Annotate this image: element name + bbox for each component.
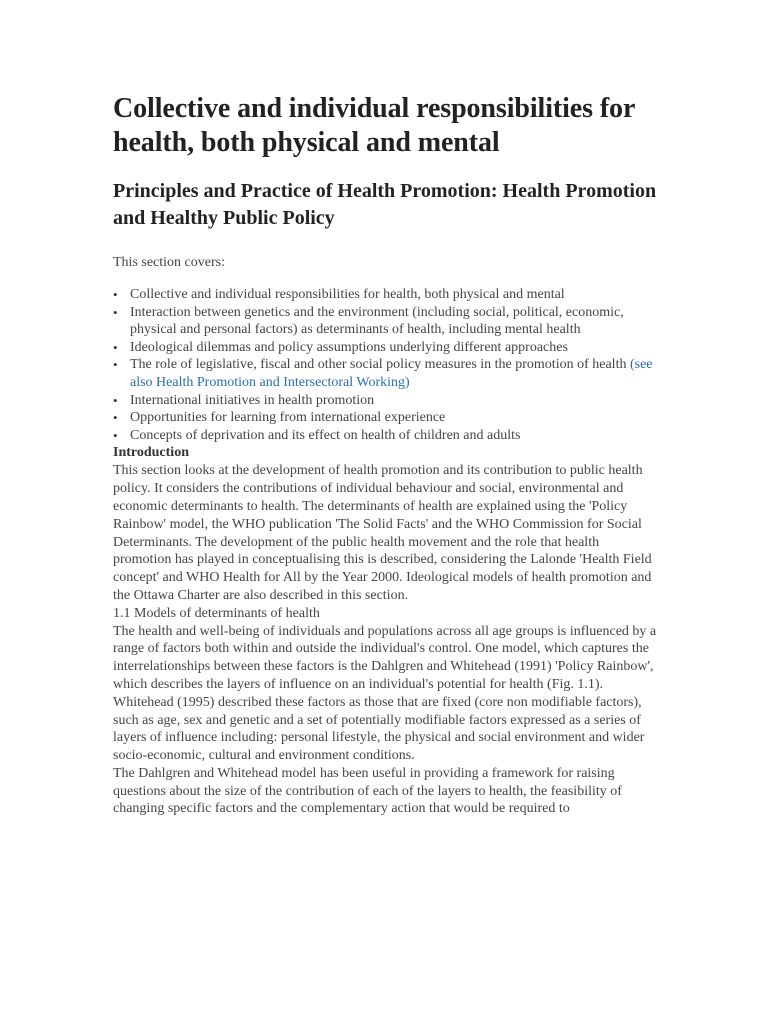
list-item: • Collective and individual responsibilities for health, both physical and mental — [130, 286, 659, 304]
list-item: • Opportunities for learning from international experience — [130, 409, 659, 427]
list-item: • Ideological dilemmas and policy assumptions underlying different approaches — [130, 339, 659, 357]
covers-list — [113, 286, 659, 444]
list-item-text: The role of legislative, fiscal and other social policy measures in the promotion of health — [130, 357, 627, 373]
section-1-1-heading: 1.1 Models of determinants of health — [113, 605, 320, 621]
body-paragraph-1: The health and well-being of individuals and populations across all age groups is influenced by a range of factors both within and outside the individual's control. One model, which captures the interrelationships between these factors is the Dahlgren and Whitehead (1991) 'Policy Rainbow', which describes the layers of influence on an individual's potential for health (Fig. 1.1). Whitehead (1995) described these factors as those that are fixed (core non modifiable factors), such as age, sex and genetic and a set of potentially modifiable factors expressed as a series of layers of influence including: personal lifestyle, the physical and social environment and wider socio-economic, cultural and environment conditions. — [113, 623, 657, 764]
introduction-paragraph: This section looks at the development of health promotion and its contribution to public health policy. It considers the contributions of individual behaviour and social, environmental and economic determinants to health. The determinants of health are explained using the 'Policy Rainbow' model, the WHO publication 'The Solid Facts' and the WHO Commission for Social Determinants. The development of the public health movement and the role that health promotion has played in conceptualising this is described, considering the Lalonde 'Health Field concept' and WHO Health for All by the Year 2000. Ideological models of health promotion and the Ottawa Charter are also described in this section. — [113, 463, 652, 603]
body-paragraph-2: The Dahlgren and Whitehead model has been useful in providing a framework for raising questions about the size of the contribution of each of the layers to health, the feasibility of changing specific factors and the complementary action that would be required to — [113, 765, 622, 817]
introduction-heading: Introduction — [113, 445, 189, 461]
document-page — [113, 92, 659, 818]
document-subtitle: Principles and Practice of Health Promotion: Health Promotion and Healthy Public Policy — [113, 180, 657, 229]
document-title: Collective and individual responsibilities for health, both physical and mental — [113, 93, 635, 158]
list-item: • International initiatives in health promotion — [130, 392, 659, 410]
list-item: • Interaction between genetics and the environment (including social, political, economic, physical and personal factors) as determinants of health, including mental health — [130, 304, 659, 339]
list-item: • Concepts of deprivation and its effect on health of children and adults — [130, 427, 659, 445]
see-also-link[interactable]: (see also Health Promotion and Intersectoral Working) — [130, 357, 653, 390]
list-item — [130, 356, 659, 391]
covers-label: This section covers: — [113, 255, 225, 270]
